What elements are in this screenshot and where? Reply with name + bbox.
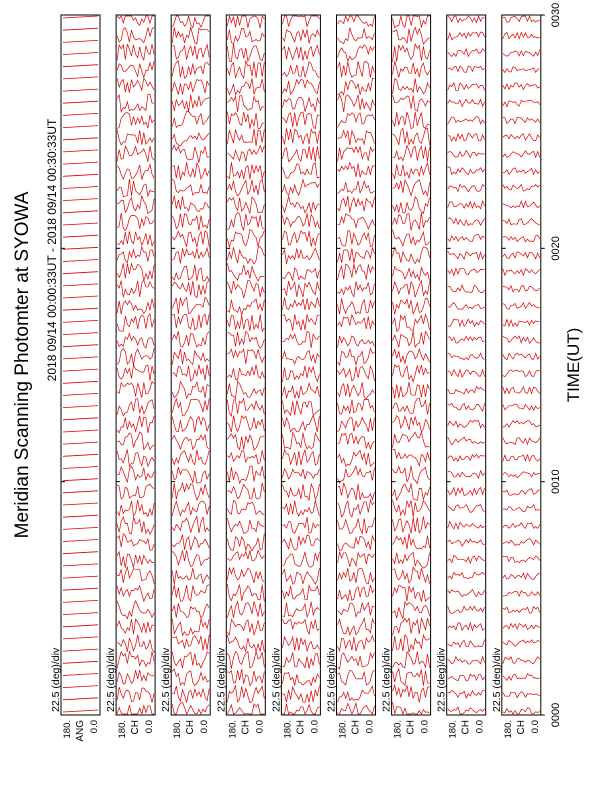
y-tick-label: 0.0 [474,720,486,734]
y-tick-label: 0.0 [199,720,211,734]
y-tick-label: 180. [117,720,129,739]
chart-subtitle: 2018 09/14 00:00:33UT - 2018 09/14 00:30:33UT [45,118,59,382]
y-tick-label: 0.0 [529,720,541,734]
chart-title: Meridian Scanning Photomter at SYOWA [12,191,33,539]
channel-label: CH [130,720,142,735]
y-tick-label: 180. [282,720,294,739]
scale-label: 22.5 (deg)/div [380,647,393,712]
y-tick-label: 180. [392,720,404,739]
scale-label: 22.5 (deg)/div [215,647,228,712]
x-tick-label: 0010 [549,469,562,494]
x-tick-label: 0030 [549,2,562,28]
scale-label: 22.5 (deg)/div [105,647,118,712]
scale-label: 22.5 (deg)/div [435,647,448,712]
y-tick-label: 0.0 [419,720,431,734]
x-axis-label: TIME(UT) [564,327,583,403]
channel-label: CH [185,720,197,735]
channel-label: CH [350,720,362,735]
y-tick-label: 180. [447,720,459,739]
channel-label: CH [515,720,527,735]
y-tick-label: 180. [62,720,73,739]
scale-label: 22.5 (deg)/div [50,647,62,712]
y-tick-label: 0.0 [254,720,266,734]
y-tick-label: 180. [172,720,184,739]
scale-label: 22.5 (deg)/div [160,647,173,712]
y-tick-label: 0.0 [144,720,156,734]
y-tick-label: 180. [227,720,239,739]
channel-label: ANG [75,720,86,742]
scale-label: 22.5 (deg)/div [490,647,503,712]
channel-label: CH [405,720,417,735]
y-tick-label: 0.0 [364,720,376,734]
channel-label: CH [295,720,307,735]
y-tick-label: 0.0 [309,720,321,734]
channel-label: CH [240,720,252,735]
scale-label: 22.5 (deg)/div [270,647,283,712]
channel-label: CH [460,720,472,735]
scale-label: 22.5 (deg)/div [325,647,338,712]
y-tick-label: 0.0 [89,720,100,734]
x-tick-label: 0000 [549,702,562,728]
y-tick-label: 180. [337,720,349,739]
y-tick-label: 180. [502,720,514,739]
x-tick-label: 0020 [549,236,562,261]
